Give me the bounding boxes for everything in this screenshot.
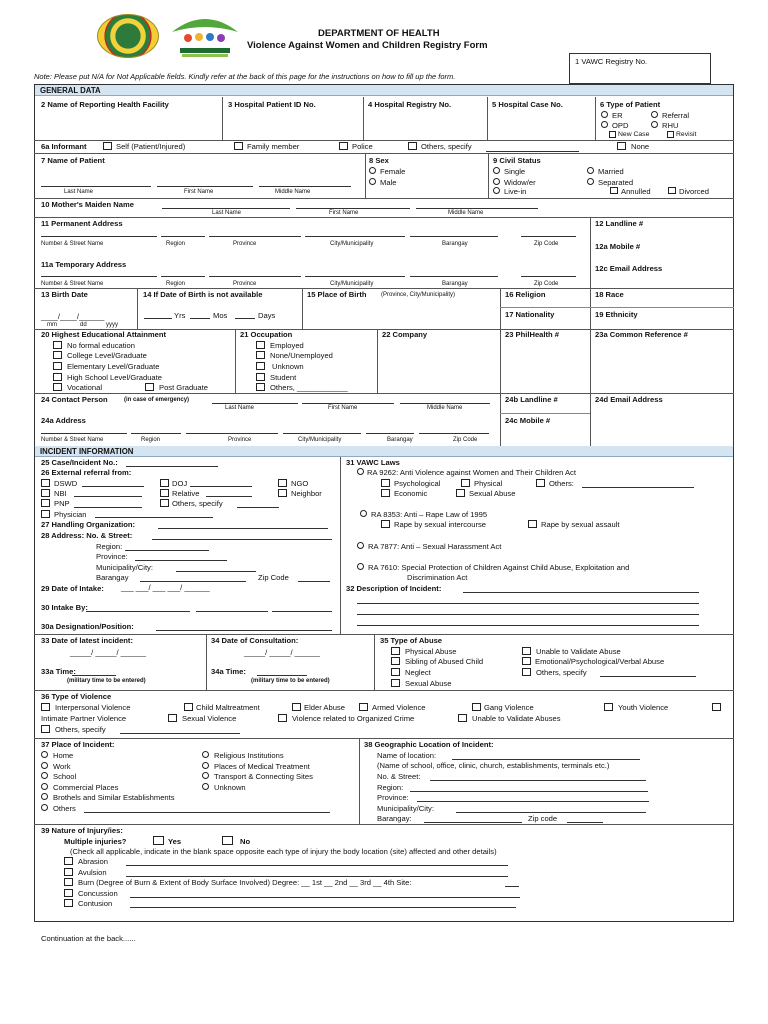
checkbox-sexual-abuse[interactable] <box>391 679 400 687</box>
checkbox-violence-extra[interactable] <box>712 703 721 711</box>
contact-barangay-caption: Barangay <box>387 437 413 443</box>
self-label: Self (Patient/Injured) <box>116 142 186 151</box>
family-label: Family member <box>247 142 300 151</box>
address-zip-label: Zip Code <box>258 573 289 582</box>
consult-military-note: (military time to be entered) <box>251 678 330 684</box>
checkbox-divorced[interactable] <box>668 187 676 194</box>
transport-label: Transport & Connecting Sites <box>214 772 313 781</box>
birth-yyyy-caption: yyyy <box>106 322 118 328</box>
field-10-label: 10 Mother's Maiden Name <box>41 200 134 209</box>
checkbox-nbi[interactable] <box>41 489 50 497</box>
radio-male[interactable] <box>369 178 376 185</box>
address-city-label: Municipality/City: <box>96 563 153 572</box>
address-barangay-label: Barangay <box>96 573 129 582</box>
checkbox-emotional[interactable] <box>522 657 531 665</box>
physician-label: Physician <box>54 510 87 519</box>
radio-place-others[interactable] <box>41 804 48 811</box>
field-24-label: 24 Contact Person <box>41 395 108 404</box>
birth-date-blanks: ____/____/______ <box>41 312 105 321</box>
radio-school[interactable] <box>41 772 48 779</box>
youth-label: Youth Violence <box>618 703 669 712</box>
neighbor-label: Neighbor <box>291 489 322 498</box>
medical-label: Places of Medical Treatment <box>214 762 310 771</box>
single-label: Single <box>504 167 526 176</box>
new-case-label: New Case <box>618 131 650 138</box>
contact-city-caption: City/Municipality <box>298 437 342 443</box>
checkbox-student[interactable] <box>256 373 265 381</box>
middle-name-caption: Middle Name <box>275 189 311 195</box>
field-24-sub: (in case of emergency) <box>124 397 190 403</box>
location-region-label: Region: <box>377 783 404 792</box>
postgrad-label: Post Graduate <box>159 383 208 392</box>
place-unknown-label: Unknown <box>214 783 246 792</box>
checkbox-college[interactable] <box>53 351 62 359</box>
field-24d-label: 24d Email Address <box>595 395 663 404</box>
none-label: None <box>631 142 650 151</box>
radio-married[interactable] <box>587 167 594 174</box>
religious-label: Religious Institutions <box>214 751 284 760</box>
field-24b-label: 24b Landline # <box>505 395 558 404</box>
organized-crime-label: Violence related to Organized Crime <box>292 714 415 723</box>
mother-middle-caption: Middle Name <box>448 210 484 216</box>
radio-ra8353[interactable] <box>360 510 367 517</box>
checkbox-law-others[interactable] <box>536 479 545 487</box>
checkbox-dswd[interactable] <box>41 479 50 487</box>
abuse-others-label: Others, specify <box>536 668 587 677</box>
temp-province-caption: Province <box>233 281 257 287</box>
occ-unknown-label: Unknown <box>272 362 304 371</box>
radio-brothels[interactable] <box>41 793 48 800</box>
field-24c-label: 24c Mobile # <box>505 416 551 425</box>
checkbox-sexual-violence[interactable] <box>168 714 177 722</box>
checkbox-youth[interactable] <box>604 703 613 711</box>
unable-validate-label: Unable to Validate Abuse <box>536 647 621 656</box>
contact-region-caption: Region <box>141 437 161 443</box>
field-7-label: 7 Name of Patient <box>41 156 105 165</box>
field-14-label: 14 If Date of Birth is not available <box>143 290 263 299</box>
checkbox-physical-abuse[interactable] <box>391 647 400 655</box>
concussion-label: Concussion <box>78 889 118 898</box>
female-label: Female <box>380 167 406 176</box>
vocational-label: Vocational <box>67 383 103 392</box>
checkbox-elder[interactable] <box>292 703 301 711</box>
checkbox-unable-validate[interactable] <box>522 647 531 655</box>
radio-female[interactable] <box>369 167 376 174</box>
field-26-label: 26 External referral from: <box>41 468 132 477</box>
temp-street-caption: Number & Street Name <box>41 281 104 287</box>
checkbox-burn[interactable] <box>64 878 73 886</box>
contact-street-caption: Number & Street Name <box>41 437 104 443</box>
checkbox-vocational[interactable] <box>53 383 62 391</box>
birth-dd-caption: dd <box>80 322 87 328</box>
last-name-caption: Last Name <box>64 189 94 195</box>
checkbox-unable-violence[interactable] <box>458 714 467 722</box>
checkbox-elementary[interactable] <box>53 362 62 370</box>
burn-label: Burn (Degree of Burn & Extent of Body Surface Involved) Degree: __ 1st __ 2nd __ 3rd __ 4th Site: <box>78 878 412 887</box>
rhu-label: RHU <box>662 121 679 130</box>
checkbox-physical[interactable] <box>461 479 470 487</box>
checkbox-postgrad[interactable] <box>145 383 154 391</box>
livein-label: Live-in <box>504 187 527 196</box>
checkbox-no-formal[interactable] <box>53 341 62 349</box>
checkbox-physician[interactable] <box>41 510 50 518</box>
opd-label: OPD <box>612 121 629 130</box>
contact-province-caption: Province <box>228 437 252 443</box>
contact-zip-caption: Zip Code <box>453 437 478 443</box>
annulled-label: Annulled <box>621 187 651 196</box>
contact-middle-caption: Middle Name <box>427 405 463 411</box>
radio-home[interactable] <box>41 751 48 758</box>
perm-city-caption: City/Municipality <box>330 241 374 247</box>
checkbox-rape-intercourse[interactable] <box>381 520 390 528</box>
radio-single[interactable] <box>493 167 500 174</box>
doj-label: DOJ <box>172 479 188 488</box>
latest-date-blanks: _____/ _____/ ______ <box>70 648 147 657</box>
perm-street-caption: Number & Street Name <box>41 241 104 247</box>
first-name-caption: First Name <box>184 189 214 195</box>
address-region-label: Region: <box>96 542 123 551</box>
temp-city-caption: City/Municipality <box>330 281 374 287</box>
checkbox-ngo[interactable] <box>278 479 287 487</box>
location-barangay-label: Barangay: <box>377 814 412 823</box>
commercial-label: Commercial Places <box>53 783 119 792</box>
highschool-label: High School Level/Graduate <box>67 373 162 382</box>
radio-religious[interactable] <box>202 751 209 758</box>
elementary-label: Elementary Level/Graduate <box>67 362 160 371</box>
location-zip-label: Zip code <box>528 814 558 823</box>
doh-seal-logo <box>97 14 159 58</box>
field-29-label: 29 Date of Intake: <box>41 584 104 593</box>
checkbox-none[interactable] <box>617 142 626 150</box>
police-label: Police <box>352 142 373 151</box>
checkbox-law-sexual[interactable] <box>456 489 465 497</box>
field-22-label: 22 Company <box>382 330 428 339</box>
informant-others-label: Others, specify <box>421 142 472 151</box>
temp-barangay-caption: Barangay <box>442 281 468 287</box>
kalusugan-logo <box>168 12 242 60</box>
contact-first-caption: First Name <box>328 405 358 411</box>
perm-province-caption: Province <box>233 241 257 247</box>
radio-transport[interactable] <box>202 772 209 779</box>
field-28-label: 28 Address: No. & Street: <box>41 531 133 540</box>
brothels-label: Brothels and Similar Establishments <box>53 793 175 802</box>
contusion-label: Contusion <box>78 899 113 908</box>
multiple-yes-label: Yes <box>168 837 182 846</box>
consult-date-blanks: _____/ _____/ ______ <box>244 648 321 657</box>
checkbox-rape-assault[interactable] <box>528 520 537 528</box>
address-province-label: Province: <box>96 552 128 561</box>
checkbox-employed[interactable] <box>256 341 265 349</box>
unable-violence-label: Unable to Validate Abuses <box>472 714 561 723</box>
instruction-note: Note: Please put N/A for Not Applicable fields. Kindly refer at the back of this page for the instructions on how to fill up the form. <box>34 72 456 81</box>
checkbox-occ-others[interactable] <box>256 383 265 391</box>
field-21-label: 21 Occupation <box>240 330 293 339</box>
field-30a-label: 30a Designation/Position: <box>41 622 134 631</box>
relative-label: Relative <box>172 489 200 498</box>
form-org-title: DEPARTMENT OF HEALTH <box>318 28 440 39</box>
field-33a-label: 33a Time: <box>41 667 76 676</box>
vawc-registry-label: 1 VAWC Registry No. <box>575 57 648 66</box>
radio-ra9262[interactable] <box>357 468 364 475</box>
radio-er[interactable] <box>601 111 608 118</box>
field-33-label: 33 Date of latest incident: <box>41 636 133 645</box>
sexual-abuse-label: Sexual Abuse <box>405 679 452 688</box>
field-17-label: 17 Nationality <box>505 310 555 319</box>
occ-others-label: Others, ____________ <box>270 383 348 392</box>
widow-label: Widow/er <box>504 178 536 187</box>
checkbox-sibling[interactable] <box>391 657 400 665</box>
field-34a-label: 34a Time: <box>211 667 246 676</box>
temp-zip-caption: Zip Code <box>534 281 559 287</box>
checkbox-pnp[interactable] <box>41 499 50 507</box>
field-23a-label: 23a Common Reference # <box>595 330 688 339</box>
referral-others-label: Others, specify <box>172 499 223 508</box>
neglect-label: Neglect <box>405 668 431 677</box>
field-12c-label: 12c Email Address <box>595 264 663 273</box>
field-27-label: 27 Handling Organization: <box>41 520 136 529</box>
checkbox-relative[interactable] <box>160 489 169 497</box>
field-12-label: 12 Landline # <box>595 219 644 228</box>
checkbox-armed[interactable] <box>359 703 368 711</box>
ra7610-label: RA 7610: Special Protection of Children Against Child Abuse, Exploitation and <box>368 563 630 572</box>
violence-others-label: Others, specify <box>55 725 106 734</box>
law-others-label: Others: <box>549 479 574 488</box>
ra8353-label: RA 8353: Anti – Rape Law of 1995 <box>371 510 488 519</box>
employed-label: Employed <box>270 341 304 350</box>
checkbox-interpersonal[interactable] <box>41 703 50 711</box>
home-label: Home <box>53 751 74 760</box>
radio-ra7610[interactable] <box>357 563 364 570</box>
radio-separated[interactable] <box>587 178 594 185</box>
checkbox-neighbor[interactable] <box>278 489 287 497</box>
ra7610-label-continued: Discrimination Act <box>407 573 468 582</box>
separated-label: Separated <box>598 178 634 187</box>
checkbox-multiple-yes[interactable] <box>153 836 164 845</box>
radio-widow[interactable] <box>493 178 500 185</box>
abrasion-label: Abrasion <box>78 857 108 866</box>
form-title: Violence Against Women and Children Registry Form <box>247 40 488 51</box>
nbi-label: NBI <box>54 489 67 498</box>
male-label: Male <box>380 178 397 187</box>
ipv-label: Intimate Partner Violence <box>41 714 127 723</box>
multiple-injuries-label: Multiple injuries? <box>64 837 127 846</box>
pnp-label: PNP <box>54 499 70 508</box>
location-name-sub: (Name of school, office, clinic, church, establishments, terminals etc.) <box>377 761 610 770</box>
location-city-label: Municipality/City: <box>377 804 434 813</box>
radio-work[interactable] <box>41 762 48 769</box>
field-6a-label: 6a Informant <box>41 142 87 151</box>
checkbox-police[interactable] <box>339 142 348 150</box>
field-30-label: 30 Intake By: <box>41 603 88 612</box>
perm-barangay-caption: Barangay <box>442 241 468 247</box>
school-label: School <box>53 772 77 781</box>
checkbox-new-case[interactable] <box>609 131 616 138</box>
rape-assault-label: Rape by sexual assault <box>541 520 620 529</box>
checkbox-avulsion[interactable] <box>64 868 73 876</box>
field-4-label: 4 Hospital Registry No. <box>368 100 452 109</box>
field-3-label: 3 Hospital Patient ID No. <box>228 100 316 109</box>
radio-referral[interactable] <box>651 111 658 118</box>
married-label: Married <box>598 167 624 176</box>
sexual-violence-label: Sexual Violence <box>182 714 237 723</box>
emotional-label: Emotional/Psychological/Verbal Abuse <box>535 657 665 666</box>
checkbox-doj[interactable] <box>160 479 169 487</box>
field-5-label: 5 Hospital Case No. <box>492 100 563 109</box>
check-all-instruction: (Check all applicable, indicate in the blank space opposite each type of injury the body location (site) affected and other details) <box>70 847 497 856</box>
field-39-label: 39 Nature of Injury/ies: <box>41 826 123 835</box>
place-others-label: Others <box>53 804 76 813</box>
latest-military-note: (military time to be entered) <box>67 678 146 684</box>
law-sexual-label: Sexual Abuse <box>469 489 516 498</box>
checkbox-informant-others[interactable] <box>408 142 417 150</box>
gang-label: Gang Violence <box>484 703 534 712</box>
dswd-label: DSWD <box>54 479 78 488</box>
checkbox-revisit[interactable] <box>667 131 674 138</box>
days-label: Days <box>258 311 276 320</box>
checkbox-gang[interactable] <box>472 703 481 711</box>
mos-label: Mos <box>213 311 228 320</box>
general-data-header: GENERAL DATA <box>35 85 733 96</box>
checkbox-economic[interactable] <box>381 489 390 497</box>
field-38-label: 38 Geographic Location of Incident: <box>364 740 494 749</box>
checkbox-concussion[interactable] <box>64 889 73 897</box>
physical-label: Physical <box>474 479 503 488</box>
location-province-label: Province: <box>377 793 409 802</box>
child-maltreatment-label: Child Maltreatment <box>196 703 260 712</box>
referral-label: Referral <box>662 111 690 120</box>
radio-ra7877[interactable] <box>357 542 364 549</box>
checkbox-unemployed[interactable] <box>256 351 265 359</box>
ra7877-label: RA 7877: Anti – Sexual Harassment Act <box>368 542 502 551</box>
economic-label: Economic <box>394 489 428 498</box>
intake-date-blanks: ___ ___/ ___ ___/ ______ <box>121 583 210 592</box>
field-6-label: 6 Type of Patient <box>600 100 661 109</box>
field-2-label: 2 Name of Reporting Health Facility <box>41 100 169 109</box>
checkbox-organized-crime[interactable] <box>278 714 287 722</box>
perm-zip-caption: Zip Code <box>534 241 559 247</box>
physical-abuse-label: Physical Abuse <box>405 647 457 656</box>
radio-place-unknown[interactable] <box>202 783 209 790</box>
divorced-label: Divorced <box>679 187 709 196</box>
field-19-label: 19 Ethnicity <box>595 310 638 319</box>
mother-last-caption: Last Name <box>212 210 242 216</box>
yrs-label: Yrs <box>174 311 186 320</box>
field-23-label: 23 PhilHealth # <box>505 330 560 339</box>
field-8-label: 8 Sex <box>369 156 389 165</box>
checkbox-self[interactable] <box>103 142 112 150</box>
no-formal-label: No formal education <box>67 341 135 350</box>
unemployed-label: None/Unemployed <box>270 351 333 360</box>
checkbox-annulled[interactable] <box>610 187 618 194</box>
field-12a-label: 12a Mobile # <box>595 242 641 251</box>
revisit-label: Revisit <box>676 131 697 138</box>
field-15-sub: (Province, City/Municipality) <box>381 292 456 298</box>
perm-region-caption: Region <box>166 241 186 247</box>
field-11a-label: 11a Temporary Address <box>41 260 127 269</box>
ngo-label: NGO <box>291 479 309 488</box>
checkbox-family[interactable] <box>234 142 243 150</box>
checkbox-abrasion[interactable] <box>64 857 73 865</box>
checkbox-multiple-no[interactable] <box>222 836 233 845</box>
field-25-label: 25 Case/Incident No.: <box>41 458 118 467</box>
field-31-label: 31 VAWC Laws <box>346 458 400 467</box>
radio-opd[interactable] <box>601 121 608 128</box>
radio-medical[interactable] <box>202 762 209 769</box>
field-11-label: 11 Permanent Address <box>41 219 123 228</box>
checkbox-highschool[interactable] <box>53 373 62 381</box>
elder-label: Elder Abuse <box>304 703 345 712</box>
field-24a-label: 24a Address <box>41 416 86 425</box>
field-9-label: 9 Civil Status <box>493 156 541 165</box>
radio-commercial[interactable] <box>41 783 48 790</box>
field-15-label: 15 Place of Birth <box>307 290 367 299</box>
er-label: ER <box>612 111 623 120</box>
incident-header: INCIDENT INFORMATION <box>35 446 733 457</box>
checkbox-occ-unknown[interactable] <box>256 362 265 370</box>
college-label: College Level/Graduate <box>67 351 147 360</box>
location-street-label: No. & Street: <box>377 772 421 781</box>
checkbox-child-maltreatment[interactable] <box>184 703 193 711</box>
temp-region-caption: Region <box>166 281 186 287</box>
checkbox-psychological[interactable] <box>381 479 390 487</box>
psychological-label: Psychological <box>394 479 441 488</box>
student-label: Student <box>270 373 297 382</box>
field-20-label: 20 Highest Educational Attainment <box>41 330 167 339</box>
field-32-label: 32 Description of Incident: <box>346 584 442 593</box>
interpersonal-label: Interpersonal Violence <box>55 703 131 712</box>
field-13-label: 13 Birth Date <box>41 290 88 299</box>
armed-label: Armed Violence <box>372 703 426 712</box>
sibling-label: Sibling of Abused Child <box>405 657 484 666</box>
radio-livein[interactable] <box>493 187 500 194</box>
contact-last-caption: Last Name <box>225 405 255 411</box>
field-16-label: 16 Religion <box>505 290 546 299</box>
multiple-no-label: No <box>240 837 251 846</box>
continuation-note: Continuation at the back...... <box>41 934 136 943</box>
field-18-label: 18 Race <box>595 290 624 299</box>
field-37-label: 37 Place of Incident: <box>41 740 115 749</box>
ra9262-label: RA 9262: Anti Violence against Women and Their Children Act <box>367 468 576 477</box>
mother-first-caption: First Name <box>329 210 359 216</box>
checkbox-abuse-others[interactable] <box>522 668 531 676</box>
field-35-label: 35 Type of Abuse <box>380 636 443 645</box>
checkbox-referral-others[interactable] <box>160 499 169 507</box>
avulsion-label: Avulsion <box>78 868 107 877</box>
birth-mm-caption: mm <box>47 322 57 328</box>
checkbox-contusion[interactable] <box>64 899 73 907</box>
radio-rhu[interactable] <box>651 121 658 128</box>
checkbox-violence-others[interactable] <box>41 725 50 733</box>
field-36-label: 36 Type of Violence <box>41 692 112 701</box>
checkbox-neglect[interactable] <box>391 668 400 676</box>
field-34-label: 34 Date of Consultation: <box>211 636 299 645</box>
location-name-label: Name of location: <box>377 751 437 760</box>
work-label: Work <box>53 762 71 771</box>
rape-intercourse-label: Rape by sexual intercourse <box>394 520 487 529</box>
